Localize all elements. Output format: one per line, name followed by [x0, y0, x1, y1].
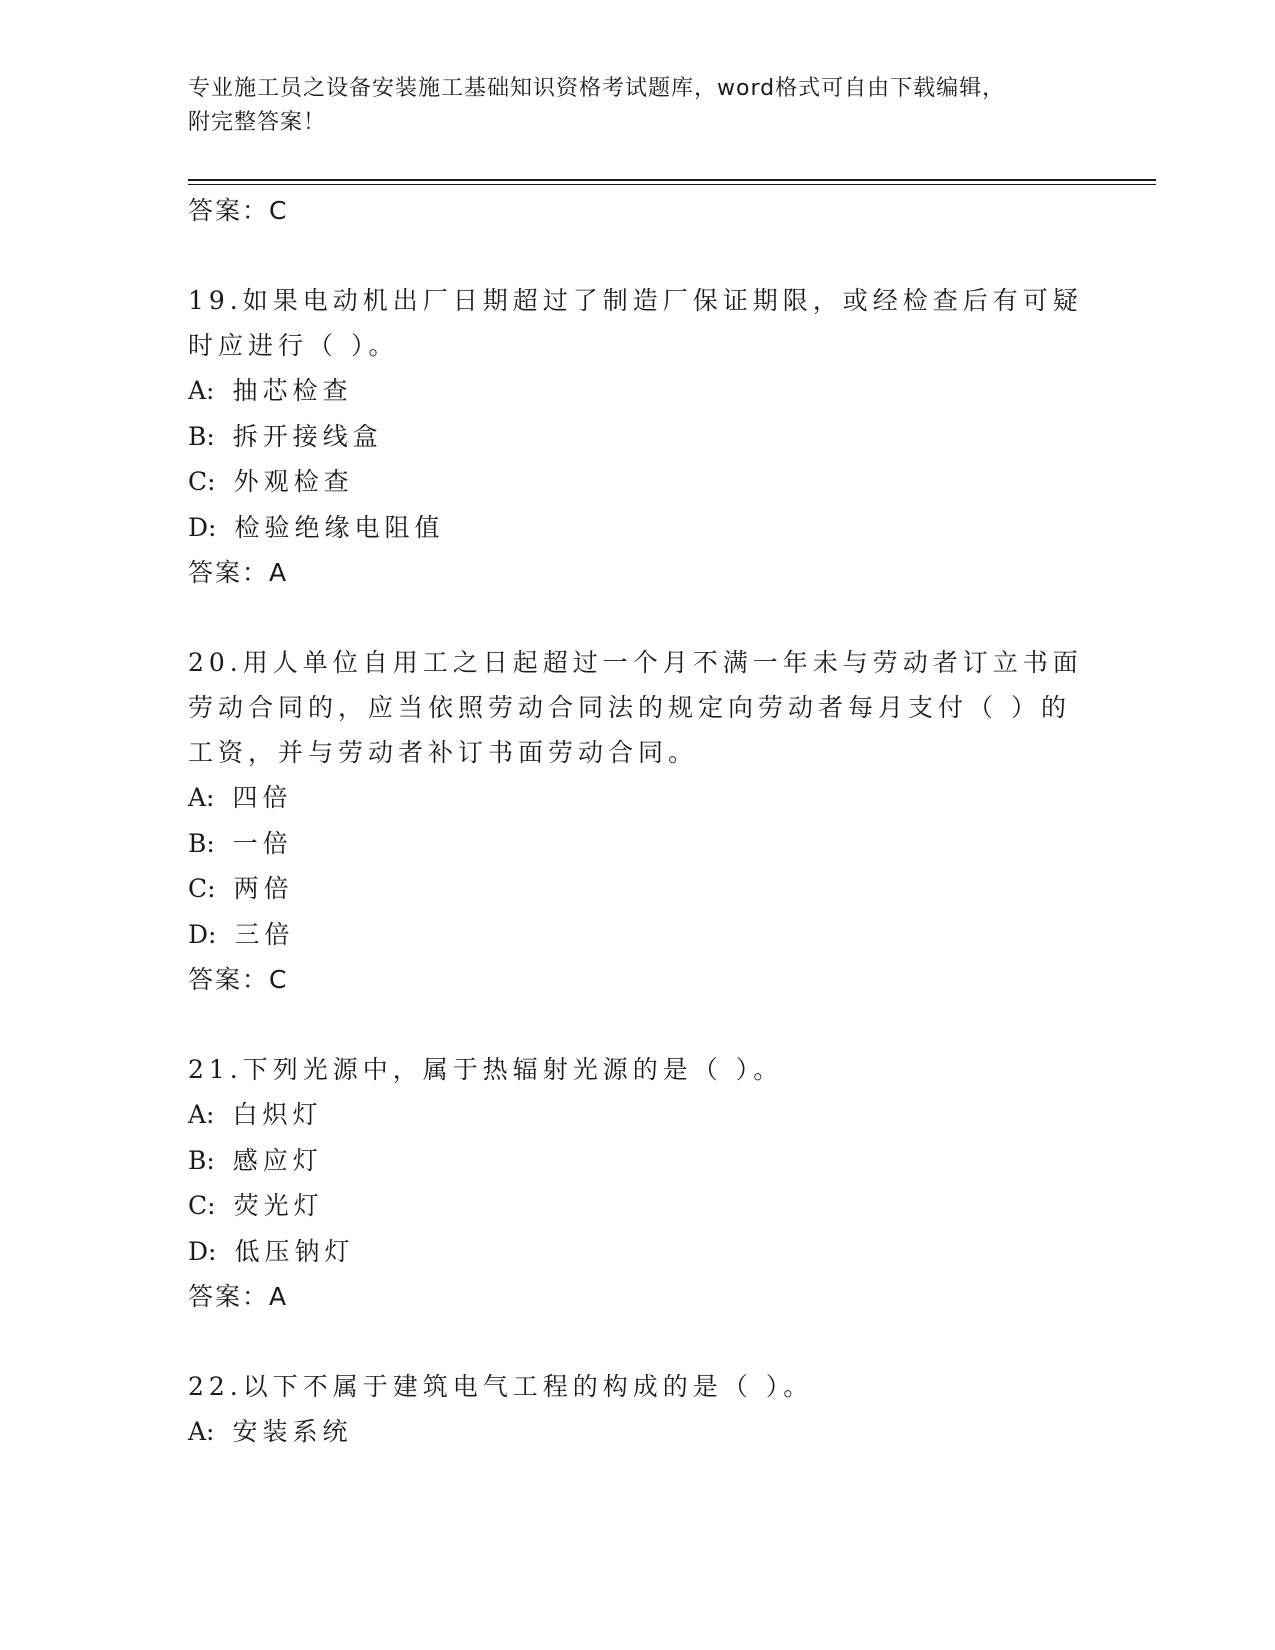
option-text: 感应灯	[232, 1145, 323, 1175]
option-key: D:	[188, 512, 217, 542]
answer-value: A	[269, 558, 287, 587]
option-key: C:	[188, 1191, 216, 1220]
header-rule-thick	[188, 179, 1156, 181]
option-text: 外观检查	[233, 467, 354, 496]
question-stem: 19.如果电动机出厂日期超过了制造厂保证期限，或经检查后有可疑时应进行（ ）。	[188, 286, 1083, 360]
question-stem: 20.用人单位自用工之日起超过一个月不满一年未与劳动者订立书面劳动合同的，应当依照劳动合同法的规定向劳动者每月支付（ ）的工资，并与劳动者补订书面劳动合同。	[188, 648, 1083, 767]
header-line-1: 专业施工员之设备安装施工基础知识资格考试题库，word格式可自由下载编辑，	[188, 76, 1006, 101]
option-text: 三倍	[234, 919, 295, 949]
question-19	[188, 278, 1088, 596]
question-list	[188, 188, 1088, 1455]
option-d	[188, 1229, 1088, 1275]
header-rule-thin	[188, 184, 1156, 185]
page-header	[188, 72, 1068, 140]
option-key: D:	[188, 1236, 217, 1266]
option-key: D:	[188, 919, 217, 949]
option-text: 四倍	[232, 783, 293, 812]
answer-line	[188, 550, 1088, 596]
option-text: 拆开接线盒	[232, 421, 383, 451]
option-key: A:	[188, 783, 215, 812]
option-text: 低压钠灯	[234, 1236, 355, 1266]
option-key: B:	[188, 828, 215, 858]
option-b	[188, 821, 1088, 867]
question-20	[188, 640, 1088, 1003]
option-b	[188, 1138, 1088, 1184]
option-b	[188, 414, 1088, 460]
option-text: 两倍	[233, 874, 294, 903]
option-key: A:	[188, 376, 215, 405]
answer-value: C	[269, 196, 287, 225]
option-text: 安装系统	[232, 1417, 353, 1446]
option-d	[188, 912, 1088, 958]
option-a	[188, 1409, 1088, 1455]
option-a	[188, 1092, 1088, 1138]
option-c	[188, 1183, 1088, 1229]
option-text: 一倍	[232, 828, 293, 858]
option-c	[188, 866, 1088, 912]
option-text: 检验绝缘电阻值	[234, 512, 445, 542]
question-21	[188, 1047, 1088, 1320]
answer-value: C	[269, 965, 287, 994]
option-key: A:	[188, 1417, 215, 1446]
option-text: 白炽灯	[232, 1100, 323, 1129]
option-a	[188, 368, 1088, 414]
answer-label: 答案：	[188, 965, 270, 994]
answer-label: 答案：	[188, 196, 270, 225]
option-key: B:	[188, 421, 215, 451]
question-stem: 21.下列光源中，属于热辐射光源的是（ ）。	[188, 1055, 784, 1084]
option-text: 荧光灯	[233, 1191, 324, 1220]
answer-line	[188, 188, 1088, 234]
option-key: C:	[188, 874, 216, 903]
option-key: B:	[188, 1145, 215, 1175]
option-a	[188, 775, 1088, 821]
option-text: 抽芯检查	[232, 376, 353, 405]
header-line-2: 附完整答案！	[188, 110, 327, 135]
option-c	[188, 459, 1088, 505]
answer-line	[188, 957, 1088, 1003]
option-key: C:	[188, 467, 216, 496]
question-stem: 22.以下不属于建筑电气工程的构成的是（ ）。	[188, 1372, 814, 1401]
answer-label: 答案：	[188, 558, 270, 587]
option-d	[188, 505, 1088, 551]
answer-line	[188, 1274, 1088, 1320]
option-key: A:	[188, 1100, 215, 1129]
answer-value: A	[269, 1282, 287, 1311]
answer-label: 答案：	[188, 1282, 270, 1311]
question-22	[188, 1364, 1088, 1455]
